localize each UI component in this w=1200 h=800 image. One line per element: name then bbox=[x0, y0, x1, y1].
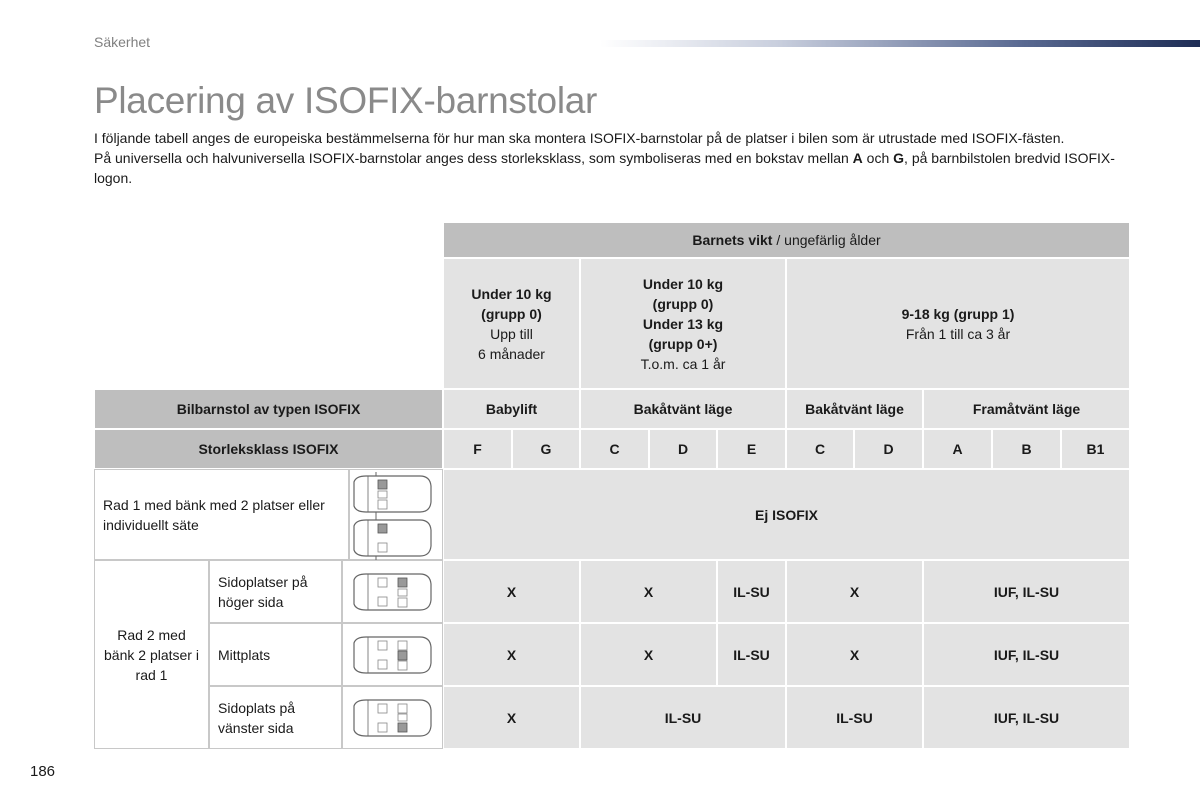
weight-header: Barnets vikt / ungefärlig ålder bbox=[443, 222, 1130, 258]
type-rearward-1: Bakåtvänt läge bbox=[580, 389, 786, 429]
size-class: D bbox=[854, 429, 923, 469]
car-rear-right-seat-icon bbox=[348, 570, 434, 614]
car-front-seat-icon bbox=[348, 516, 434, 560]
row2-sub2-value: X bbox=[786, 623, 923, 686]
row2-sub2-value: X bbox=[580, 623, 717, 686]
group-0plus-cell: Under 10 kg (grupp 0) Under 13 kg (grupp 0+) T.o.m. ca 1 år bbox=[580, 258, 786, 389]
group-0-cell: Under 10 kg (grupp 0) Upp till 6 månader bbox=[443, 258, 580, 389]
type-babylift: Babylift bbox=[443, 389, 580, 429]
car-front-seat-icon bbox=[348, 472, 434, 516]
group-1-cell: 9-18 kg (grupp 1) Från 1 till ca 3 år bbox=[786, 258, 1130, 389]
header-decoration-bar bbox=[600, 40, 1200, 47]
car-rear-middle-seat-icon bbox=[348, 633, 434, 677]
row2-sub1-value: X bbox=[580, 560, 717, 623]
row2-sub-label: Mittplats bbox=[209, 623, 342, 686]
size-class: G bbox=[512, 429, 580, 469]
intro-text bbox=[94, 128, 1124, 188]
row1-label: Rad 1 med bänk med 2 platser eller individuellt säte bbox=[94, 469, 349, 560]
section-label: Säkerhet bbox=[94, 34, 151, 50]
row2-sub-label: Sidoplatser på höger sida bbox=[209, 560, 342, 623]
car-rear-left-seat-icon bbox=[348, 696, 434, 740]
row2-sub1-value: X bbox=[443, 560, 580, 623]
size-class: B1 bbox=[1061, 429, 1130, 469]
size-class: F bbox=[443, 429, 512, 469]
page-title: Placering av ISOFIX-barnstolar bbox=[94, 80, 598, 121]
row2-sub3-value: IL-SU bbox=[580, 686, 786, 749]
size-class: C bbox=[786, 429, 854, 469]
row2-sub1-value: IL-SU bbox=[717, 560, 786, 623]
size-class: E bbox=[717, 429, 786, 469]
type-label: Bilbarnstol av typen ISOFIX bbox=[94, 389, 443, 429]
row2-sub1-value: IUF, IL-SU bbox=[923, 560, 1130, 623]
type-rearward-2: Bakåtvänt läge bbox=[786, 389, 923, 429]
row2-sub-label: Sidoplats på vänster sida bbox=[209, 686, 342, 749]
row2-sub2-value: IL-SU bbox=[717, 623, 786, 686]
row2-sub3-value: X bbox=[443, 686, 580, 749]
row2-sub1-value: X bbox=[786, 560, 923, 623]
type-forward: Framåtvänt läge bbox=[923, 389, 1130, 429]
row1-value: Ej ISOFIX bbox=[443, 469, 1130, 560]
row2-sub2-value: X bbox=[443, 623, 580, 686]
page-number: 186 bbox=[30, 763, 56, 780]
row2-sub2-value: IUF, IL-SU bbox=[923, 623, 1130, 686]
size-class: B bbox=[992, 429, 1061, 469]
row2-sub3-value: IUF, IL-SU bbox=[923, 686, 1130, 749]
size-class: D bbox=[649, 429, 717, 469]
intro-paragraph-1: I följande tabell anges de europeiska bestämmelserna för hur man ska montera ISOFIX-barnstolar på de platser i bilen som är utrustade med ISOFIX-fästen. bbox=[94, 130, 1065, 146]
size-class: A bbox=[923, 429, 992, 469]
size-class: C bbox=[580, 429, 649, 469]
row2-label: Rad 2 med bänk 2 platser i rad 1 bbox=[94, 560, 209, 749]
size-label: Storleksklass ISOFIX bbox=[94, 429, 443, 469]
intro-paragraph-2: På universella och halvuniversella ISOFIX-barnstolar anges dess storleksklass, som symboliseras med en bokstav mellan A och G, på barnbilstolen bredvid ISOFIX-logon. bbox=[94, 150, 1115, 186]
row2-sub3-value: IL-SU bbox=[786, 686, 923, 749]
